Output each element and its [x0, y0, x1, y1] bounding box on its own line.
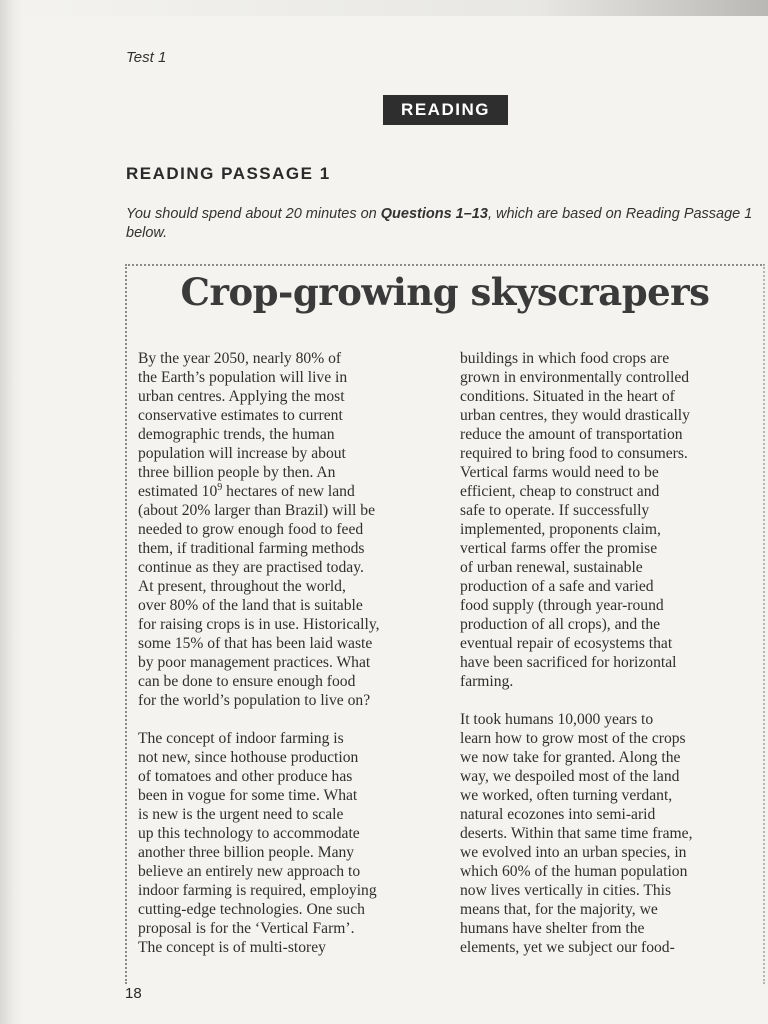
paragraph-1-text-a: By the year 2050, nearly 80% of the Earth’s population will live in urban centres. Applying the most conservative estimates to current demographic trends, the human population will increase by about three billion people by then. An estimated 10 — [138, 350, 348, 500]
section-banner — [383, 95, 508, 125]
instructions-questions: Questions 1–13 — [380, 206, 488, 222]
passage-column-right — [460, 349, 752, 957]
passage-heading: READING PASSAGE 1 — [126, 164, 331, 183]
instructions-text-end: , which are based on Reading Passage 1 below. — [126, 206, 753, 241]
page-edge-shadow — [0, 0, 768, 16]
instructions-text: You should spend about 20 minutes on — [126, 206, 381, 222]
paragraph-2-continued: buildings in which food crops are grown in environmentally controlled conditions. Situated in the heart of urban centres, they would drastically reduce the amount of transportation required to bring food to consumers. Vertical farms would need to be efficient, cheap to construct and safe to operate. If successfully implemented, proponents claim, vertical farms offer the promise of urban renewal, sustainable production of a safe and varied food supply (through year-round production of all crops), and the eventual repair of ecosystems that have been sacrificed for horizontal farming. — [460, 350, 690, 690]
instructions — [126, 205, 756, 243]
page-number: 18 — [125, 985, 142, 1002]
page-binding-shadow — [0, 0, 24, 1024]
passage-column-left — [138, 349, 438, 957]
section-banner-label: READING — [401, 100, 490, 119]
test-label: Test 1 — [126, 49, 167, 66]
paragraph-3: It took humans 10,000 years to learn how to grow most of the crops we now take for granted. Along the way, we despoiled most of the land we worked, often turning verdant, natural ecozones into semi-arid deserts. Within that same time frame, we evolved into an urban species, in which 60% of the human population now lives vertically in cities. This means that, for the majority, we humans have shelter from the elements, yet we subject our food- — [460, 711, 693, 956]
exponent: 9 — [217, 481, 223, 493]
paragraph-1 — [138, 349, 438, 710]
paragraph-1-text-b: hectares of new land (about 20% larger than Brazil) will be needed to grow enough food to feed them, if traditional farming methods continue as they are practised today. At present, throughout the world, over 80% of the land that is suitable for raising crops is in use. Historically, some 15% of that has been laid waste by poor management practices. What can be done to ensure enough food for the world’s population to live on? — [138, 483, 380, 709]
paragraph-2: The concept of indoor farming is not new, since hothouse production of tomatoes and other produce has been in vogue for some time. What is new is the urgent need to scale up this technology to accommodate another three billion people. Many believe an entirely new approach to indoor farming is required, employing cutting-edge technologies. One such proposal is for the ‘Vertical Farm’. The concept is of multi-storey — [138, 730, 377, 956]
passage-title: Crop-growing skyscrapers — [180, 270, 710, 314]
